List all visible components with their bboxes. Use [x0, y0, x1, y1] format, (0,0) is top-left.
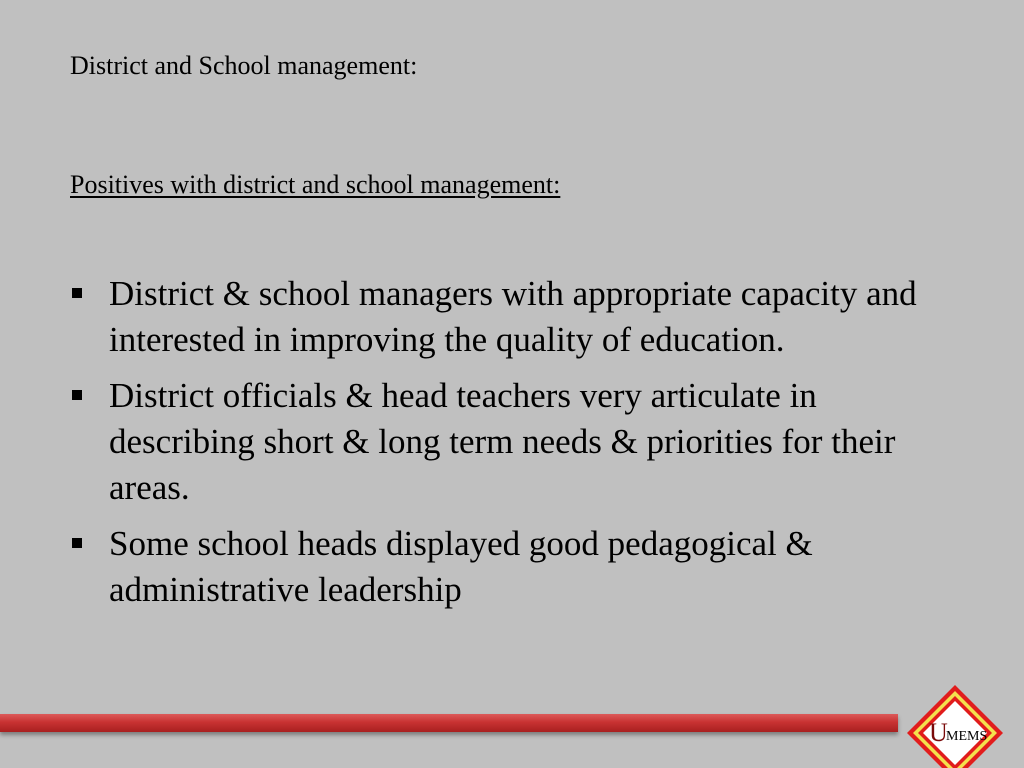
bullet-item — [70, 521, 970, 613]
footer-bar — [0, 714, 898, 732]
square-bullet-icon — [72, 288, 82, 298]
square-bullet-icon — [72, 390, 82, 400]
umems-logo — [905, 683, 1005, 768]
bullet-text: District officials & head teachers very articulate in describing short & long term needs & priorities for their areas. — [109, 376, 896, 507]
logo-text: MEMS — [946, 729, 988, 744]
bullet-item — [70, 271, 970, 363]
bullet-item — [70, 373, 970, 511]
umems-logo-icon — [905, 683, 1005, 768]
logo-letter: U — [929, 718, 948, 747]
bullet-text: District & school managers with appropriate capacity and interested in improving the quality of education. — [109, 274, 917, 359]
slide-title: District and School management: — [70, 51, 418, 80]
bullet-list — [70, 271, 970, 623]
square-bullet-icon — [72, 538, 82, 548]
slide-subtitle: Positives with district and school management: — [70, 170, 561, 199]
bullet-text: Some school heads displayed good pedagogical & administrative leadership — [109, 524, 813, 609]
